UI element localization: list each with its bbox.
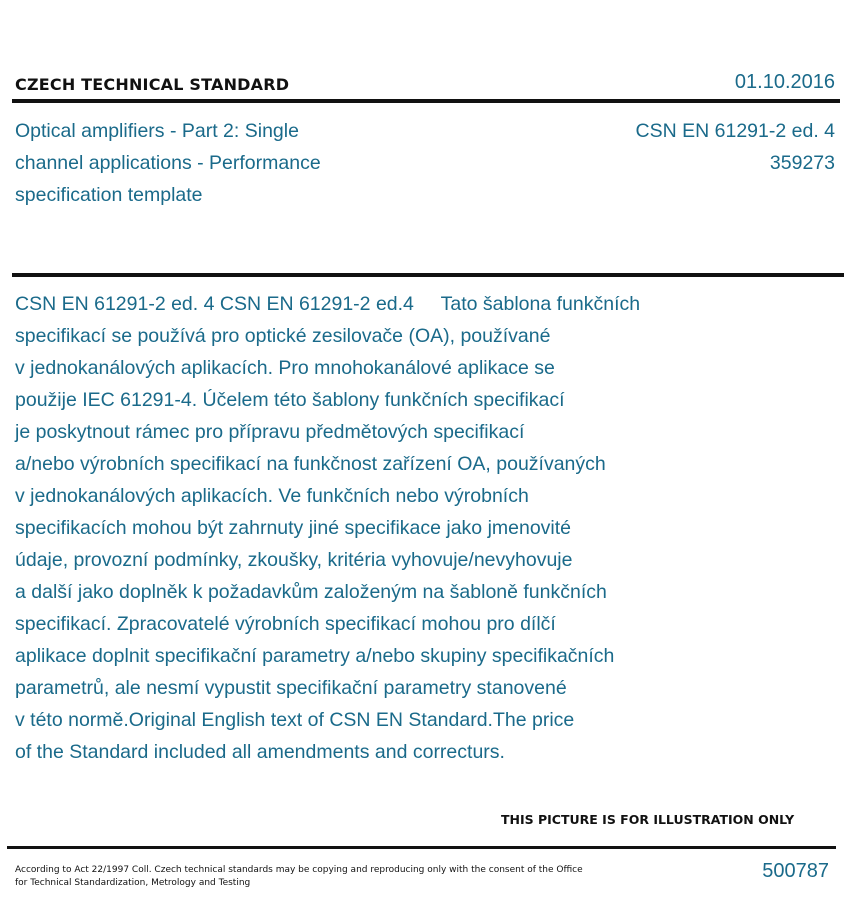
abstract-line: of the Standard included all amendments and correcturs. (15, 741, 505, 763)
abstract-line: a/nebo výrobních specifikací na funkčnost zařízení OA, používaných (15, 453, 606, 475)
abstract-line: použije IEC 61291-4. Účelem této šablony funkčních specifikací (15, 389, 565, 411)
footer-divider (7, 846, 836, 849)
header-divider (12, 99, 840, 103)
legal-notice-line: According to Act 22/1997 Coll. Czech technical standards may be copying and reproducing only with the consent of the Office (15, 865, 583, 875)
abstract-line: specifikací se používá pro optické zesilovače (OA), používané (15, 325, 551, 347)
legal-notice-line: for Technical Standardization, Metrology and Testing (15, 878, 251, 888)
standard-title-line: specification template (15, 184, 203, 206)
abstract-line: specifikací. Zpracovatelé výrobních specifikací mohou pro dílčí (15, 613, 556, 635)
abstract-line: a další jako doplněk k požadavkům založeným na šabloně funkčních (15, 581, 607, 603)
document-id: 500787 (762, 860, 829, 882)
publication-date: 01.10.2016 (734, 71, 835, 93)
legal-notice (15, 864, 615, 890)
abstract-line: specifikacích mohou být zahrnuty jiné specifikace jako jmenovité (15, 517, 572, 539)
illustration-disclaimer: THIS PICTURE IS FOR ILLUSTRATION ONLY (501, 812, 795, 827)
standard-number: CSN EN 61291-2 ed. 4 (635, 120, 835, 142)
standard-title (15, 115, 395, 211)
standard-identifiers (636, 115, 835, 179)
catalog-number: 359273 (769, 152, 835, 174)
standard-title-line: Optical amplifiers - Part 2: Single (15, 120, 299, 142)
document-type-label: CZECH TECHNICAL STANDARD (15, 75, 290, 94)
section-divider (12, 273, 844, 277)
abstract-line: je poskytnout rámec pro přípravu předmětových specifikací (15, 421, 525, 443)
abstract-line: aplikace doplnit specifikační parametry a/nebo skupiny specifikačních (15, 645, 615, 667)
abstract-line: CSN EN 61291-2 ed. 4 CSN EN 61291-2 ed.4 Tato šablona funkčních (15, 293, 641, 315)
abstract-line: v této normě.Original English text of CSN EN Standard.The price (15, 709, 575, 731)
standard-title-line: channel applications - Performance (15, 152, 321, 174)
abstract-line: údaje, provozní podmínky, zkoušky, kritéria vyhovuje/nevyhovuje (15, 549, 573, 571)
abstract-line: v jednokanálových aplikacích. Ve funkčních nebo výrobních (15, 485, 529, 507)
abstract-line: parametrů, ale nesmí vypustit specifikační parametry stanovené (15, 677, 567, 699)
abstract-line: v jednokanálových aplikacích. Pro mnohokanálové aplikace se (15, 357, 555, 379)
standard-abstract (15, 288, 715, 768)
